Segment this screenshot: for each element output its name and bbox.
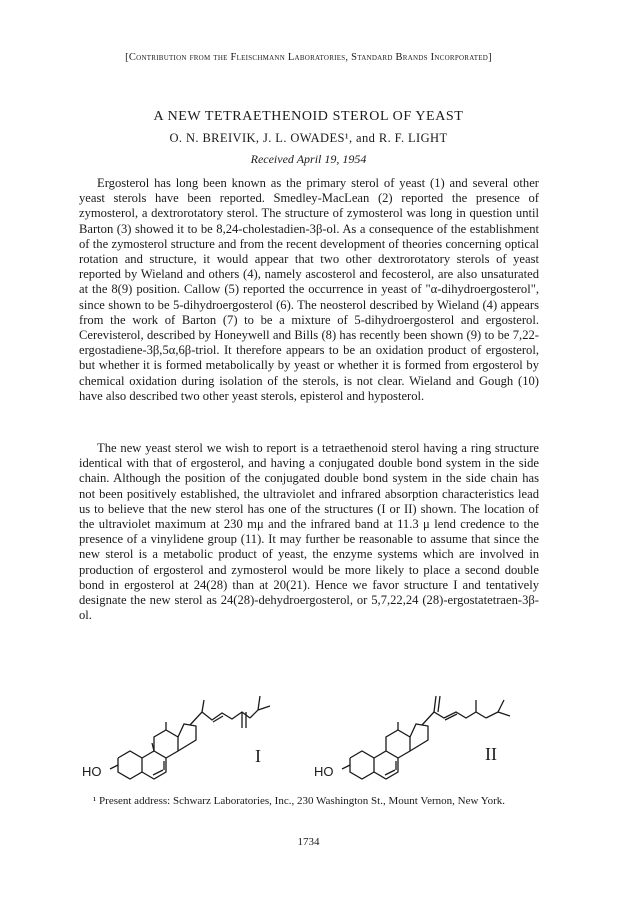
- article-authors: O. N. BREIVIK, J. L. OWADES¹, and R. F. LIGHT: [169, 131, 448, 145]
- structure-figure: [80, 676, 540, 788]
- page-number: 1734: [297, 836, 320, 848]
- sterol-structures-drawing: [80, 676, 540, 788]
- structure-2-skeleton: [342, 696, 510, 779]
- paragraph-2: The new yeast sterol we wish to report is a tetraethenoid sterol having a ring structure identical with that of ergosterol, and having a conjugated double bond system in the side chain. Although the position of the conjugated double bond system in the side chain has not been positively established, the ultraviolet and infrared absorption characteristics lead us to believe that the new sterol has one of the structures (I or II) shown. The location of the ultraviolet maximum at 230 mμ and the infrared band at 11.3 μ lend credence to the presence of a vinylidene group (11). It may further be reasonable to assume that since the new sterol is a metabolic product of yeast, the enzyme systems which are involved in production of ergosterol and zymosterol would be more likely to place a second double bond in ergosterol at 24(28) than at 20(21). Hence we favor structure I and tentatively designate the new sterol as 24(28)-dehydroergosterol, or 5,7,22,24 (28)-ergostatetraen-3β-ol.: [79, 441, 539, 623]
- structure-2-label: II: [485, 744, 497, 764]
- article-title: A NEW TETRAETHENOID STEROL OF YEAST: [153, 109, 464, 124]
- body-text-1: [79, 176, 539, 404]
- paragraph-1: Ergosterol has long been known as the primary sterol of yeast (1) and several other yeast sterols have been reported. Smedley-MacLean (2) reported the presence of zymosterol, a dextrorotatory sterol. The structure of zymosterol was long in question until Barton (3) showed it to be 8,24-cholestadien-3β-ol. As a consequence of the establishment of the zymosterol structure and from the recent development of theories concerning optical rotation and structure, it would appear that two other dextrorotatory sterols of yeast reported by Wieland and others (4), namely ascosterol and fecosterol, are also unsaturated at the 8(9) position. Callow (5) reported the occurrence in yeast of "α-dihydroergosterol", since shown to be 5-dihydroergosterol (6). The neosterol described by Wieland (4) appears from the work of Barton (7) to be a mixture of 5-dihydroergosterol and ergosterol. Cerevisterol, described by Honeywell and Bills (8) has recently been shown (9) to be 7,22-ergostadiene-3β,5α,6β-triol. It therefore appears to be an oxidation product of ergosterol, but whether it is formed metabolically by yeast or whether it is formed from ergosterol by chemical oxidation during isolation of the sterols, is not clear. Wieland and Gough (10) have also described two other yeast sterols, episterol and hyposterol.: [79, 176, 539, 403]
- structure-1-label: I: [255, 746, 261, 766]
- structure-2-ho: HO: [314, 764, 334, 779]
- body-text-2: [79, 441, 539, 623]
- structure-1-skeleton: [110, 696, 270, 779]
- structure-1-ho: HO: [82, 764, 102, 779]
- received-date: Received April 19, 1954: [250, 152, 367, 166]
- footnote: ¹ Present address: Schwarz Laboratories, Inc., 230 Washington St., Mount Vernon, New York.: [93, 795, 506, 807]
- contribution-header: [Contribution from the Fleischmann Laboratories, Standard Brands Incorporated]: [125, 52, 492, 63]
